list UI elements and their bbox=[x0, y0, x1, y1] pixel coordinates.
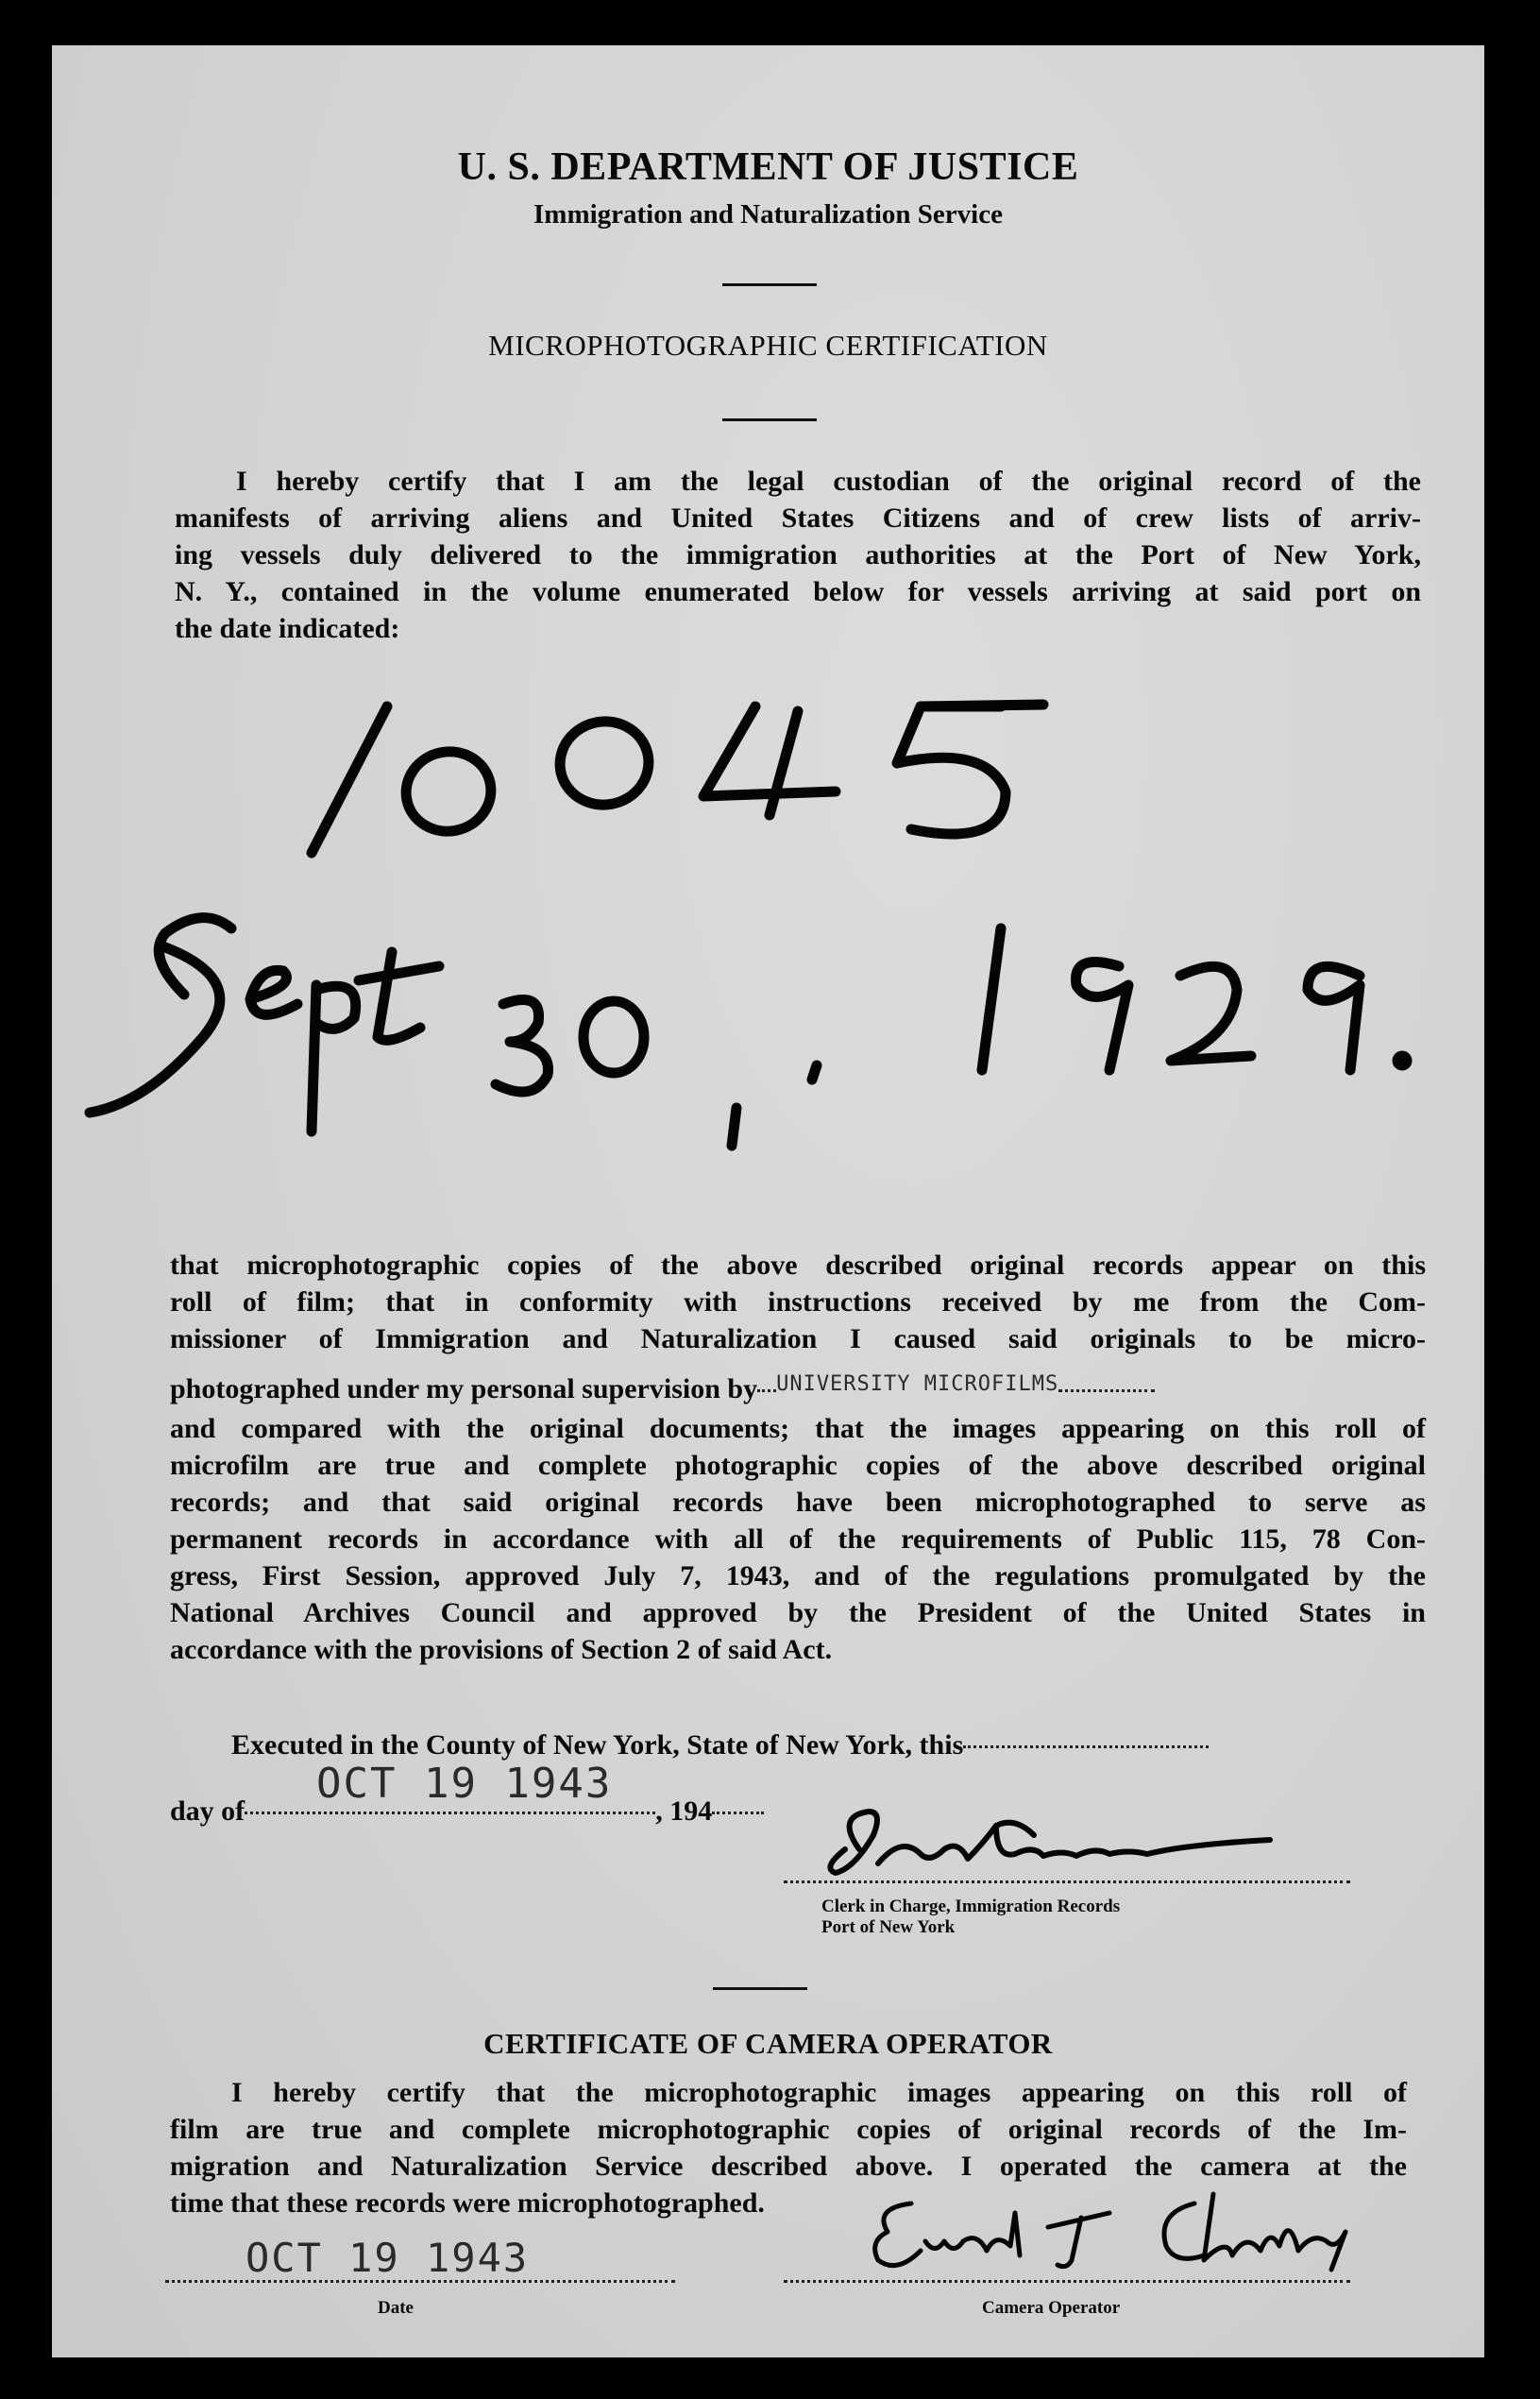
clerk-location: Port of New York bbox=[821, 1917, 956, 1937]
paragraph-line: the date indicated: bbox=[175, 613, 400, 644]
clerk-title: Clerk in Charge, Immigration Records bbox=[821, 1897, 1121, 1916]
date-stamp: OCT 19 1943 bbox=[316, 1760, 613, 1808]
year-prefix: , 194 bbox=[655, 1795, 713, 1827]
camera-operator-signature bbox=[855, 2175, 1383, 2288]
paragraph-line: permanent records in accordance with all of the requirements of Public 115, 78 Con- bbox=[170, 1523, 1426, 1555]
paragraph-line: roll of film; that in conformity with instructions received by me from the Com- bbox=[170, 1286, 1426, 1318]
operator-signature-line bbox=[784, 2280, 1350, 2283]
camera-date-stamp: OCT 19 1943 bbox=[245, 2235, 530, 2281]
executed-line bbox=[231, 1727, 1209, 1763]
paragraph-line: migration and Naturalization Service described above. I operated the camera at the bbox=[170, 2151, 1407, 2182]
paragraph-line: gress, First Session, approved July 7, 1943, and of the regulations promulgated by the bbox=[170, 1560, 1426, 1591]
paragraph-line: that microphotographic copies of the above described original records appear on this bbox=[170, 1250, 1426, 1281]
handwritten-entry bbox=[52, 45, 1484, 1226]
camera-certificate-title: CERTIFICATE OF CAMERA OPERATOR bbox=[483, 2027, 1053, 2060]
paragraph-line: and compared with the original documents; that the images appearing on this roll of bbox=[170, 1413, 1426, 1444]
date-label: Date bbox=[378, 2298, 414, 2318]
paragraph-line: National Archives Council and approved by the President of the United States in bbox=[170, 1597, 1426, 1628]
certificate-page bbox=[52, 45, 1484, 2357]
clerk-signature bbox=[779, 1797, 1364, 1901]
date-signature-line bbox=[165, 2280, 675, 2283]
clerk-signature-line bbox=[784, 1880, 1350, 1883]
handwritten-volume-number bbox=[312, 705, 1043, 853]
paragraph-line: missioner of Immigration and Naturalization I caused said originals to be micro- bbox=[170, 1323, 1426, 1354]
paragraph-line: I hereby certify that the microphotographic images appearing on this roll of bbox=[231, 2077, 1407, 2108]
paragraph-line: records; and that said original records have been microphotographed to serve as bbox=[170, 1487, 1426, 1518]
paragraph-line: manifests of arriving aliens and United States Citizens and of crew lists of arriv- bbox=[175, 502, 1421, 534]
day-of-label: day of bbox=[170, 1795, 245, 1827]
service-subheading: Immigration and Naturalization Service bbox=[533, 199, 1003, 230]
body-paragraph bbox=[170, 1247, 1426, 1668]
divider bbox=[713, 1987, 807, 1990]
operator-label: Camera Operator bbox=[982, 2298, 1121, 2318]
paragraph-line: ing vessels duly delivered to the immigration authorities at the Port of New York, bbox=[175, 539, 1421, 570]
paragraph-line: microfilm are true and complete photographic copies of the above described original bbox=[170, 1450, 1426, 1481]
handwritten-date bbox=[90, 918, 1407, 1146]
executed-text: Executed in the County of New York, State of New York, this bbox=[231, 1729, 964, 1761]
supervision-prefix: photographed under my personal supervision by bbox=[170, 1373, 758, 1404]
paragraph-line: accordance with the provisions of Section 2 of said Act. bbox=[170, 1634, 833, 1665]
paragraph-line: time that these records were microphotographed. bbox=[170, 2187, 765, 2219]
certification-title: MICROPHOTOGRAPHIC CERTIFICATION bbox=[488, 329, 1048, 362]
day-of-line bbox=[170, 1793, 764, 1829]
department-heading: U. S. DEPARTMENT OF JUSTICE bbox=[457, 145, 1079, 189]
paragraph-line: film are true and complete microphotographic copies of original records of the Im- bbox=[170, 2114, 1407, 2145]
paragraph-line: N. Y., contained in the volume enumerated below for vessels arriving at said port on bbox=[175, 576, 1421, 607]
supervision-line bbox=[170, 1370, 1426, 1410]
paragraph-line: I hereby certify that I am the legal custodian of the original record of the bbox=[236, 466, 1421, 497]
microfilm-stamp: UNIVERSITY MICROFILMS bbox=[776, 1372, 1059, 1396]
